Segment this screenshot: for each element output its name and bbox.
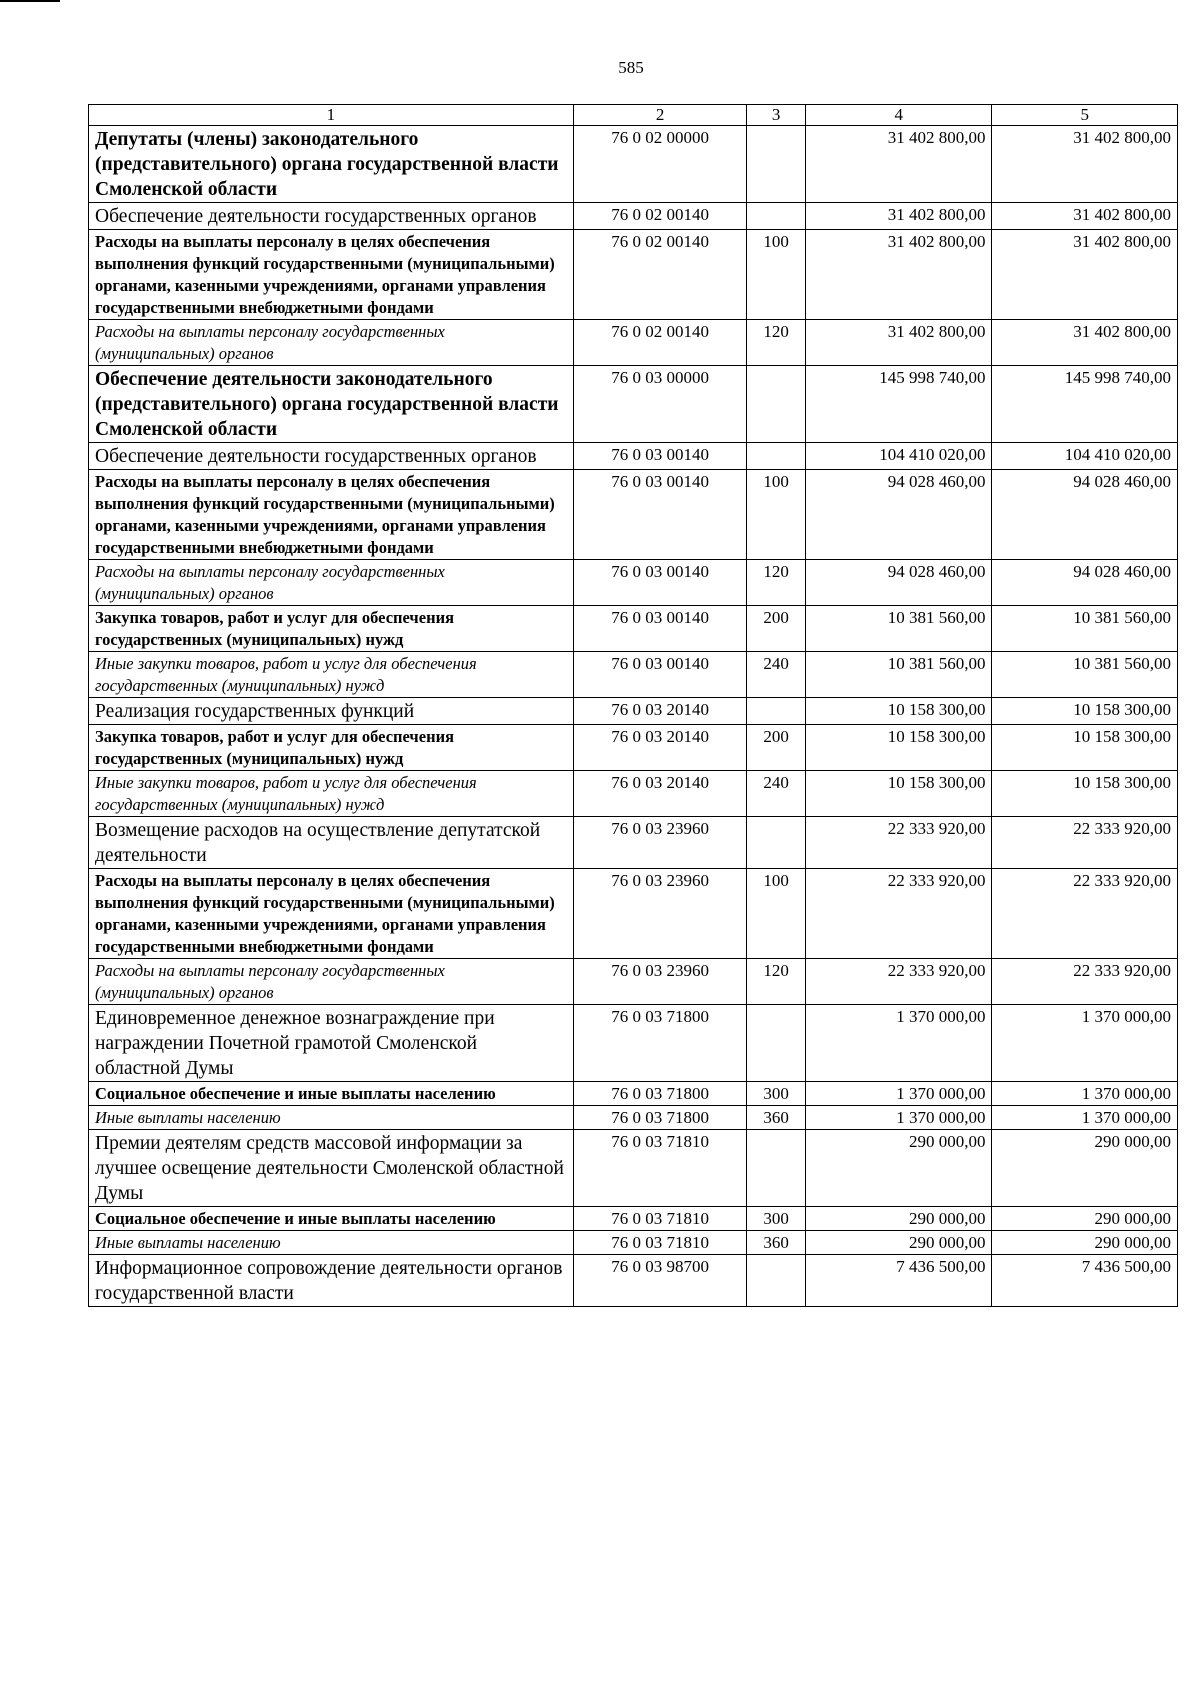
expense-type: 120 — [747, 959, 806, 1005]
target-code: 76 0 03 20140 — [573, 698, 747, 725]
expense-type — [747, 443, 806, 470]
expense-type — [747, 698, 806, 725]
item-name: Обеспечение деятельности законодательного (представительного) органа государственной власти Смоленской области — [89, 366, 574, 443]
amount-col4: 7 436 500,00 — [805, 1255, 992, 1307]
table-row — [89, 126, 1178, 203]
amount-col4: 94 028 460,00 — [805, 560, 992, 606]
amount-col5: 1 370 000,00 — [992, 1082, 1178, 1106]
expense-type: 360 — [747, 1231, 806, 1255]
table-row — [89, 1082, 1178, 1106]
amount-col5: 31 402 800,00 — [992, 230, 1178, 320]
target-code: 76 0 03 00140 — [573, 560, 747, 606]
target-code: 76 0 03 23960 — [573, 869, 747, 959]
expense-type — [747, 1130, 806, 1207]
amount-col5: 31 402 800,00 — [992, 203, 1178, 230]
expense-type: 300 — [747, 1082, 806, 1106]
table-row — [89, 698, 1178, 725]
expense-type: 300 — [747, 1207, 806, 1231]
target-code: 76 0 02 00140 — [573, 230, 747, 320]
expense-type: 120 — [747, 560, 806, 606]
amount-col5: 290 000,00 — [992, 1231, 1178, 1255]
amount-col5: 290 000,00 — [992, 1207, 1178, 1231]
amount-col4: 10 158 300,00 — [805, 698, 992, 725]
item-name: Расходы на выплаты персоналу в целях обеспечения выполнения функций государственными (муниципальными) органами, казенными учреждениями, органами управления государственными внебюджетными фондами — [89, 230, 574, 320]
column-header-vr: 3 — [747, 105, 806, 126]
amount-col5: 104 410 020,00 — [992, 443, 1178, 470]
item-name: Расходы на выплаты персоналу государственных (муниципальных) органов — [89, 320, 574, 366]
amount-col4: 290 000,00 — [805, 1231, 992, 1255]
amount-col4: 31 402 800,00 — [805, 320, 992, 366]
item-name: Обеспечение деятельности государственных органов — [89, 443, 574, 470]
table-row — [89, 725, 1178, 771]
expense-type: 100 — [747, 230, 806, 320]
item-name: Расходы на выплаты персоналу в целях обеспечения выполнения функций государственными (муниципальными) органами, казенными учреждениями, органами управления государственными внебюджетными фондами — [89, 470, 574, 560]
amount-col4: 10 381 560,00 — [805, 652, 992, 698]
target-code: 76 0 03 23960 — [573, 817, 747, 869]
amount-col5: 290 000,00 — [992, 1130, 1178, 1207]
target-code: 76 0 03 71800 — [573, 1005, 747, 1082]
amount-col5: 94 028 460,00 — [992, 560, 1178, 606]
table-row — [89, 959, 1178, 1005]
amount-col4: 31 402 800,00 — [805, 230, 992, 320]
table-row — [89, 1231, 1178, 1255]
amount-col4: 22 333 920,00 — [805, 817, 992, 869]
amount-col5: 94 028 460,00 — [992, 470, 1178, 560]
column-number-row — [89, 105, 1178, 126]
amount-col5: 10 158 300,00 — [992, 771, 1178, 817]
expense-type: 240 — [747, 771, 806, 817]
amount-col5: 7 436 500,00 — [992, 1255, 1178, 1307]
target-code: 76 0 03 71810 — [573, 1130, 747, 1207]
table-row — [89, 470, 1178, 560]
amount-col5: 22 333 920,00 — [992, 817, 1178, 869]
target-code: 76 0 03 71800 — [573, 1082, 747, 1106]
expense-type: 120 — [747, 320, 806, 366]
amount-col4: 145 998 740,00 — [805, 366, 992, 443]
table-row — [89, 606, 1178, 652]
amount-col5: 10 381 560,00 — [992, 652, 1178, 698]
amount-col5: 31 402 800,00 — [992, 320, 1178, 366]
table-row — [89, 320, 1178, 366]
amount-col5: 10 381 560,00 — [992, 606, 1178, 652]
item-name: Иные выплаты населению — [89, 1106, 574, 1130]
target-code: 76 0 03 20140 — [573, 771, 747, 817]
expense-type — [747, 203, 806, 230]
target-code: 76 0 03 00140 — [573, 470, 747, 560]
amount-col4: 31 402 800,00 — [805, 126, 992, 203]
table-row — [89, 1207, 1178, 1231]
expense-type: 240 — [747, 652, 806, 698]
table-row — [89, 817, 1178, 869]
item-name: Премии деятелям средств массовой информации за лучшее освещение деятельности Смоленской областной Думы — [89, 1130, 574, 1207]
item-name: Социальное обеспечение и иные выплаты населению — [89, 1207, 574, 1231]
table-row — [89, 203, 1178, 230]
item-name: Расходы на выплаты персоналу государственных (муниципальных) органов — [89, 959, 574, 1005]
table-row — [89, 652, 1178, 698]
target-code: 76 0 02 00140 — [573, 320, 747, 366]
target-code: 76 0 03 71810 — [573, 1207, 747, 1231]
table-row — [89, 1005, 1178, 1082]
expense-type — [747, 1005, 806, 1082]
item-name: Иные выплаты населению — [89, 1231, 574, 1255]
table-row — [89, 560, 1178, 606]
amount-col5: 22 333 920,00 — [992, 869, 1178, 959]
expense-type: 100 — [747, 470, 806, 560]
item-name: Иные закупки товаров, работ и услуг для обеспечения государственных (муниципальных) нужд — [89, 652, 574, 698]
scan-edge-mark — [0, 0, 60, 2]
item-name: Закупка товаров, работ и услуг для обеспечения государственных (муниципальных) нужд — [89, 606, 574, 652]
expense-type: 100 — [747, 869, 806, 959]
amount-col5: 10 158 300,00 — [992, 698, 1178, 725]
column-header-sum2: 5 — [992, 105, 1178, 126]
budget-table-body — [89, 105, 1178, 1307]
item-name: Реализация государственных функций — [89, 698, 574, 725]
target-code: 76 0 03 00000 — [573, 366, 747, 443]
item-name: Обеспечение деятельности государственных органов — [89, 203, 574, 230]
item-name: Иные закупки товаров, работ и услуг для обеспечения государственных (муниципальных) нужд — [89, 771, 574, 817]
target-code: 76 0 02 00140 — [573, 203, 747, 230]
target-code: 76 0 03 00140 — [573, 652, 747, 698]
amount-col5: 1 370 000,00 — [992, 1106, 1178, 1130]
amount-col4: 290 000,00 — [805, 1207, 992, 1231]
table-row — [89, 869, 1178, 959]
expense-type: 360 — [747, 1106, 806, 1130]
amount-col4: 10 158 300,00 — [805, 725, 992, 771]
column-header-sum1: 4 — [805, 105, 992, 126]
target-code: 76 0 03 71800 — [573, 1106, 747, 1130]
table-row — [89, 443, 1178, 470]
amount-col4: 1 370 000,00 — [805, 1005, 992, 1082]
target-code: 76 0 03 00140 — [573, 443, 747, 470]
amount-col5: 145 998 740,00 — [992, 366, 1178, 443]
item-name: Расходы на выплаты персоналу государственных (муниципальных) органов — [89, 560, 574, 606]
amount-col5: 22 333 920,00 — [992, 959, 1178, 1005]
target-code: 76 0 03 00140 — [573, 606, 747, 652]
amount-col4: 94 028 460,00 — [805, 470, 992, 560]
amount-col4: 22 333 920,00 — [805, 959, 992, 1005]
amount-col4: 104 410 020,00 — [805, 443, 992, 470]
table-row — [89, 771, 1178, 817]
amount-col4: 1 370 000,00 — [805, 1082, 992, 1106]
target-code: 76 0 03 71810 — [573, 1231, 747, 1255]
table-row — [89, 366, 1178, 443]
table-row — [89, 230, 1178, 320]
page-number: 585 — [618, 58, 644, 77]
target-code: 76 0 03 20140 — [573, 725, 747, 771]
amount-col5: 1 370 000,00 — [992, 1005, 1178, 1082]
column-header-code: 2 — [573, 105, 747, 126]
item-name: Единовременное денежное вознаграждение при награждении Почетной грамотой Смоленской областной Думы — [89, 1005, 574, 1082]
column-header-name: 1 — [89, 105, 574, 126]
expense-type: 200 — [747, 725, 806, 771]
target-code: 76 0 02 00000 — [573, 126, 747, 203]
amount-col4: 10 158 300,00 — [805, 771, 992, 817]
table-row — [89, 1130, 1178, 1207]
amount-col4: 290 000,00 — [805, 1130, 992, 1207]
amount-col4: 22 333 920,00 — [805, 869, 992, 959]
budget-table — [88, 104, 1178, 1307]
item-name: Социальное обеспечение и иные выплаты населению — [89, 1082, 574, 1106]
amount-col5: 10 158 300,00 — [992, 725, 1178, 771]
item-name: Депутаты (члены) законодательного (представительного) органа государственной власти Смоленской области — [89, 126, 574, 203]
amount-col4: 31 402 800,00 — [805, 203, 992, 230]
amount-col5: 31 402 800,00 — [992, 126, 1178, 203]
expense-type — [747, 126, 806, 203]
item-name: Закупка товаров, работ и услуг для обеспечения государственных (муниципальных) нужд — [89, 725, 574, 771]
table-row — [89, 1106, 1178, 1130]
expense-type — [747, 1255, 806, 1307]
item-name: Возмещение расходов на осуществление депутатской деятельности — [89, 817, 574, 869]
expense-type: 200 — [747, 606, 806, 652]
amount-col4: 1 370 000,00 — [805, 1106, 992, 1130]
target-code: 76 0 03 23960 — [573, 959, 747, 1005]
amount-col4: 10 381 560,00 — [805, 606, 992, 652]
target-code: 76 0 03 98700 — [573, 1255, 747, 1307]
expense-type — [747, 366, 806, 443]
item-name: Информационное сопровождение деятельности органов государственной власти — [89, 1255, 574, 1307]
item-name: Расходы на выплаты персоналу в целях обеспечения выполнения функций государственными (муниципальными) органами, казенными учреждениями, органами управления государственными внебюджетными фондами — [89, 869, 574, 959]
table-row — [89, 1255, 1178, 1307]
expense-type — [747, 817, 806, 869]
